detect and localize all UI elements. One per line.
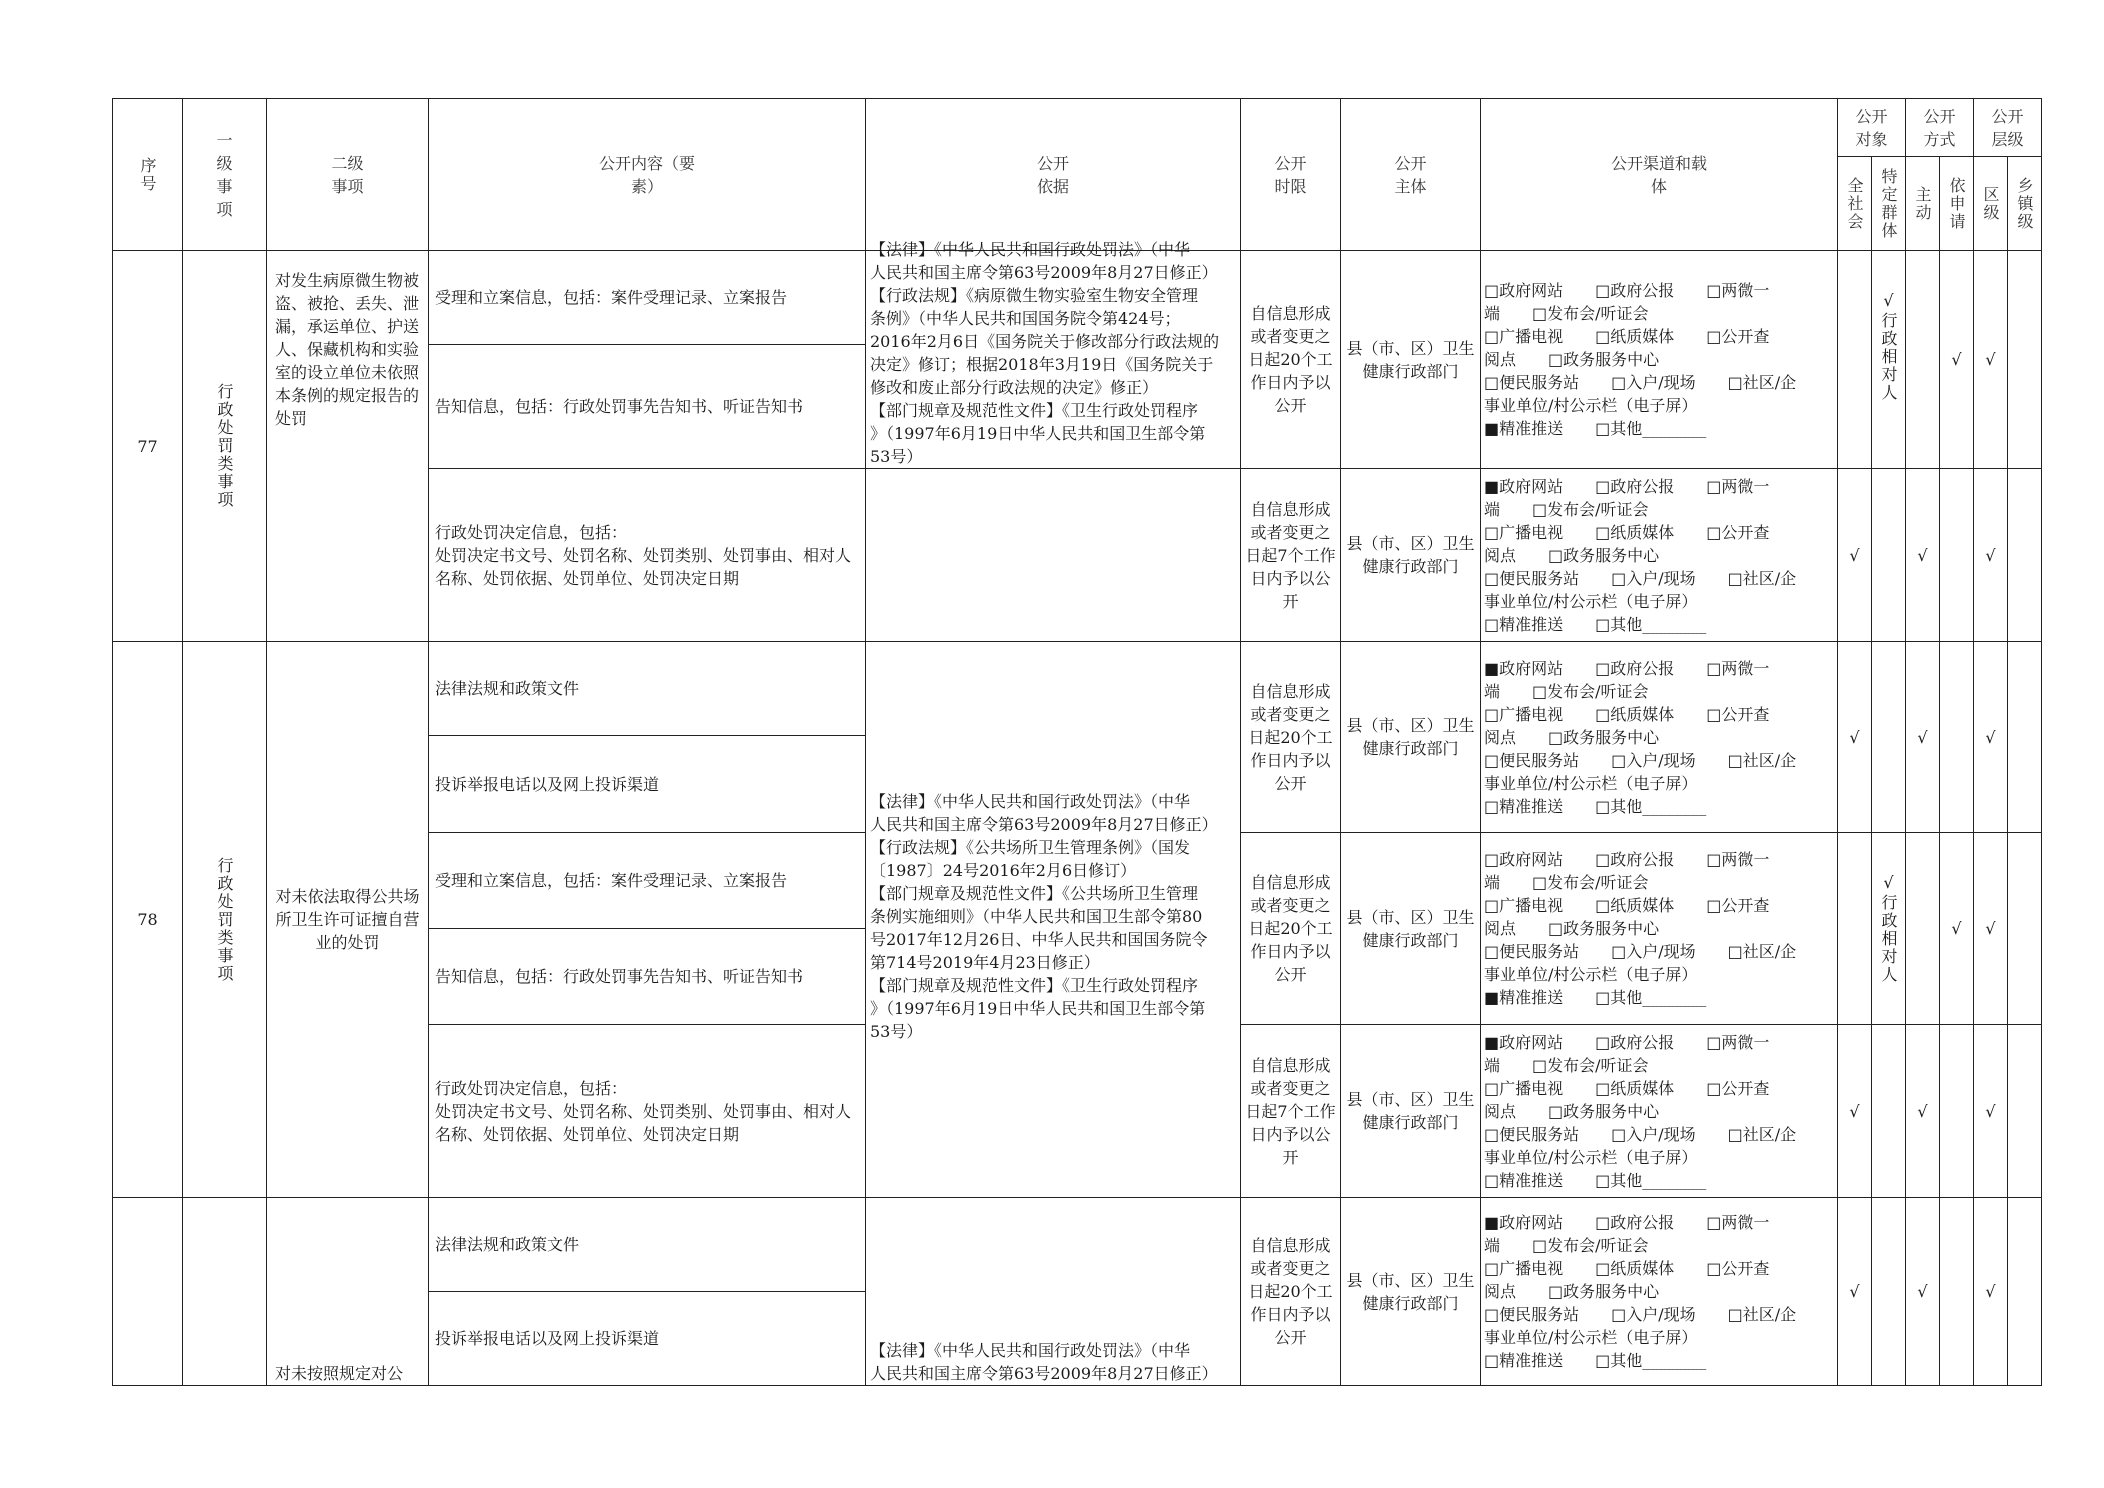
row79-level2: 对未按照规定对公	[267, 1198, 429, 1386]
row79-time: 自信息形成或者变更之日起20个工作日内予以公开	[1241, 1198, 1341, 1386]
row79-subject: 县（市、区）卫生健康行政部门	[1341, 1198, 1481, 1386]
row79-active: √	[1906, 1198, 1940, 1386]
row78-b-district: √	[1974, 833, 2008, 1025]
row78-time-a: 自信息形成或者变更之日起20个工作日内予以公开	[1241, 642, 1341, 833]
row78-c-request	[1940, 1025, 1974, 1198]
row77-basis: 【法律】《中华人民共和国行政处罚法》（中华 人民共和国主席令第63号2009年8月27日修正） 【行政法规】《病原微生物实验室生物安全管理 条例》（中华人民共和国国务院令第424号； 2016年2月6日《国务院关于修改部分行政法规的 决定》修订；根据2018年3月19日《国务院关于 修改和废止部分行政法规的决定》修正） 【部门规章及规范性文件】《卫生行政处罚程序 》（1997年6月19日中华人民共和国卫生部令第 53号）	[866, 251, 1241, 469]
row79-level1	[183, 1198, 267, 1386]
row77-a-district: √	[1974, 251, 2008, 469]
header-channel: 公开渠道和载体	[1481, 99, 1838, 251]
row78-channel-b: □政府网站 □政府公报 □两微一 端 □发布会/听证会 □广播电视 □纸质媒体 □公开查 阅点 □政务服务中心 □便民服务站 □入户/现场 □社区/企 事业单位/村公示栏（电子屏） ■精准推送 □其他________	[1481, 833, 1838, 1025]
row78-content-laws: 法律法规和政策文件	[429, 642, 866, 736]
row79-town	[2008, 1198, 2042, 1386]
row78-b-town	[2008, 833, 2042, 1025]
row78-c-district: √	[1974, 1025, 2008, 1198]
row78-content-notice: 告知信息，包括：行政处罚事先告知书、听证告知书	[429, 929, 866, 1025]
header-method-request: 依申请	[1940, 157, 1974, 251]
row79-request	[1940, 1198, 1974, 1386]
header-method: 公开方式	[1906, 99, 1974, 157]
row77-a-request: √	[1940, 251, 1974, 469]
row77-subject-a: 县（市、区）卫生健康行政部门	[1341, 251, 1481, 469]
row78-a-district: √	[1974, 642, 2008, 833]
row77-content-notice: 告知信息，包括：行政处罚事先告知书、听证告知书	[429, 345, 866, 469]
row77-b-request	[1940, 469, 1974, 642]
header-subject: 公开主体	[1341, 99, 1481, 251]
header-method-active: 主动	[1906, 157, 1940, 251]
row78-a-request	[1940, 642, 1974, 833]
header-target-all: 全社会	[1838, 157, 1872, 251]
row78-level1: 行政处罚类事项	[183, 642, 267, 1198]
header-seq: 序号	[113, 99, 183, 251]
row77-a-active	[1906, 251, 1940, 469]
row78-level2: 对未依法取得公共场所卫生许可证擅自营业的处罚	[267, 642, 429, 1198]
header-time: 公开时限	[1241, 99, 1341, 251]
row77-seq: 77	[113, 251, 183, 642]
row78-content-accept: 受理和立案信息，包括：案件受理记录、立案报告	[429, 833, 866, 929]
row78-b-target-specific: √行政相对人	[1872, 833, 1906, 1025]
row78-time-c: 自信息形成或者变更之日起7个工作日内予以公开	[1241, 1025, 1341, 1198]
header-level2: 二级事项	[267, 99, 429, 251]
row77-subject-b: 县（市、区）卫生健康行政部门	[1341, 469, 1481, 642]
row77-b-district: √	[1974, 469, 2008, 642]
row78-a-target-specific	[1872, 642, 1906, 833]
header-target-specific: 特定群体	[1872, 157, 1906, 251]
row79-target-specific	[1872, 1198, 1906, 1386]
row78-c-target-specific	[1872, 1025, 1906, 1198]
row77-basis-cont	[866, 469, 1241, 642]
header-level1: 一级事项	[183, 99, 267, 251]
row79-content-laws: 法律法规和政策文件	[429, 1198, 866, 1292]
row77-b-target-all: √	[1838, 469, 1872, 642]
header-target: 公开对象	[1838, 99, 1906, 157]
header-level-district: 区级	[1974, 157, 2008, 251]
row79-seq	[113, 1198, 183, 1386]
row77-a-town	[2008, 251, 2042, 469]
row78-b-active	[1906, 833, 1940, 1025]
row78-subject-a: 县（市、区）卫生健康行政部门	[1341, 642, 1481, 833]
row77-time-b: 自信息形成或者变更之日起7个工作日内予以公开	[1241, 469, 1341, 642]
row78-content-decision: 行政处罚决定信息，包括： 处罚决定书文号、处罚名称、处罚类别、处罚事由、相对人名称、处罚依据、处罚单位、处罚决定日期	[429, 1025, 866, 1198]
row77-content-accept: 受理和立案信息，包括：案件受理记录、立案报告	[429, 251, 866, 345]
row77-b-target-specific	[1872, 469, 1906, 642]
disclosure-table	[112, 98, 2042, 1386]
row78-c-target-all: √	[1838, 1025, 1872, 1198]
header-level: 公开层级	[1974, 99, 2042, 157]
row79-target-all: √	[1838, 1198, 1872, 1386]
header-level-town: 乡镇级	[2008, 157, 2042, 251]
row77-content-decision: 行政处罚决定信息，包括： 处罚决定书文号、处罚名称、处罚类别、处罚事由、相对人名称、处罚依据、处罚单位、处罚决定日期	[429, 469, 866, 642]
row77-channel-b: ■政府网站 □政府公报 □两微一 端 □发布会/听证会 □广播电视 □纸质媒体 □公开查 阅点 □政务服务中心 □便民服务站 □入户/现场 □社区/企 事业单位/村公示栏（电子屏） □精准推送 □其他________	[1481, 469, 1838, 642]
row78-basis: 【法律】《中华人民共和国行政处罚法》（中华 人民共和国主席令第63号2009年8月27日修正） 【行政法规】《公共场所卫生管理条例》（国发 〔1987〕24号2016年2月6日修订） 【部门规章及规范性文件】《公共场所卫生管理 条例实施细则》（中华人民共和国卫生部令第80 号2017年12月26日、中华人民共和国国务院令 第714号2019年4月23日修正） 【部门规章及规范性文件】《卫生行政处罚程序 》（1997年6月19日中华人民共和国卫生部令第 53号）	[866, 642, 1241, 1198]
header-content: 公开内容（要素）	[429, 99, 866, 251]
row77-channel-a: □政府网站 □政府公报 □两微一 端 □发布会/听证会 □广播电视 □纸质媒体 □公开查 阅点 □政务服务中心 □便民服务站 □入户/现场 □社区/企 事业单位/村公示栏（电子屏） ■精准推送 □其他________	[1481, 251, 1838, 469]
row78-channel-c: ■政府网站 □政府公报 □两微一 端 □发布会/听证会 □广播电视 □纸质媒体 □公开查 阅点 □政务服务中心 □便民服务站 □入户/现场 □社区/企 事业单位/村公示栏（电子屏） □精准推送 □其他________	[1481, 1025, 1838, 1198]
row78-c-town	[2008, 1025, 2042, 1198]
row78-a-target-all: √	[1838, 642, 1872, 833]
row78-b-target-all	[1838, 833, 1872, 1025]
row77-level2: 对发生病原微生物被盗、被抢、丢失、泄漏，承运单位、护送人、保藏机构和实验室的设立单位未依照本条例的规定报告的处罚	[267, 251, 429, 642]
row78-a-town	[2008, 642, 2042, 833]
row78-a-active: √	[1906, 642, 1940, 833]
row78-time-b: 自信息形成或者变更之日起20个工作日内予以公开	[1241, 833, 1341, 1025]
row77-time-a: 自信息形成或者变更之日起20个工作日内予以公开	[1241, 251, 1341, 469]
row77-b-town	[2008, 469, 2042, 642]
row77-level1: 行政处罚类事项	[183, 251, 267, 642]
row79-district: √	[1974, 1198, 2008, 1386]
row77-a-target-all	[1838, 251, 1872, 469]
header-basis: 公开依据	[866, 99, 1241, 251]
row78-c-active: √	[1906, 1025, 1940, 1198]
row78-content-complaint: 投诉举报电话以及网上投诉渠道	[429, 736, 866, 833]
row77-a-target-specific: √行政相对人	[1872, 251, 1906, 469]
row78-subject-c: 县（市、区）卫生健康行政部门	[1341, 1025, 1481, 1198]
row77-b-active: √	[1906, 469, 1940, 642]
row78-channel-a: ■政府网站 □政府公报 □两微一 端 □发布会/听证会 □广播电视 □纸质媒体 □公开查 阅点 □政务服务中心 □便民服务站 □入户/现场 □社区/企 事业单位/村公示栏（电子屏） □精准推送 □其他________	[1481, 642, 1838, 833]
row78-seq: 78	[113, 642, 183, 1198]
row78-b-request: √	[1940, 833, 1974, 1025]
row79-channel: ■政府网站 □政府公报 □两微一 端 □发布会/听证会 □广播电视 □纸质媒体 □公开查 阅点 □政务服务中心 □便民服务站 □入户/现场 □社区/企 事业单位/村公示栏（电子屏） □精准推送 □其他________	[1481, 1198, 1838, 1386]
row79-content-complaint: 投诉举报电话以及网上投诉渠道	[429, 1292, 866, 1386]
row79-basis: 【法律】《中华人民共和国行政处罚法》（中华 人民共和国主席令第63号2009年8月27日修正）	[866, 1198, 1241, 1386]
row78-subject-b: 县（市、区）卫生健康行政部门	[1341, 833, 1481, 1025]
